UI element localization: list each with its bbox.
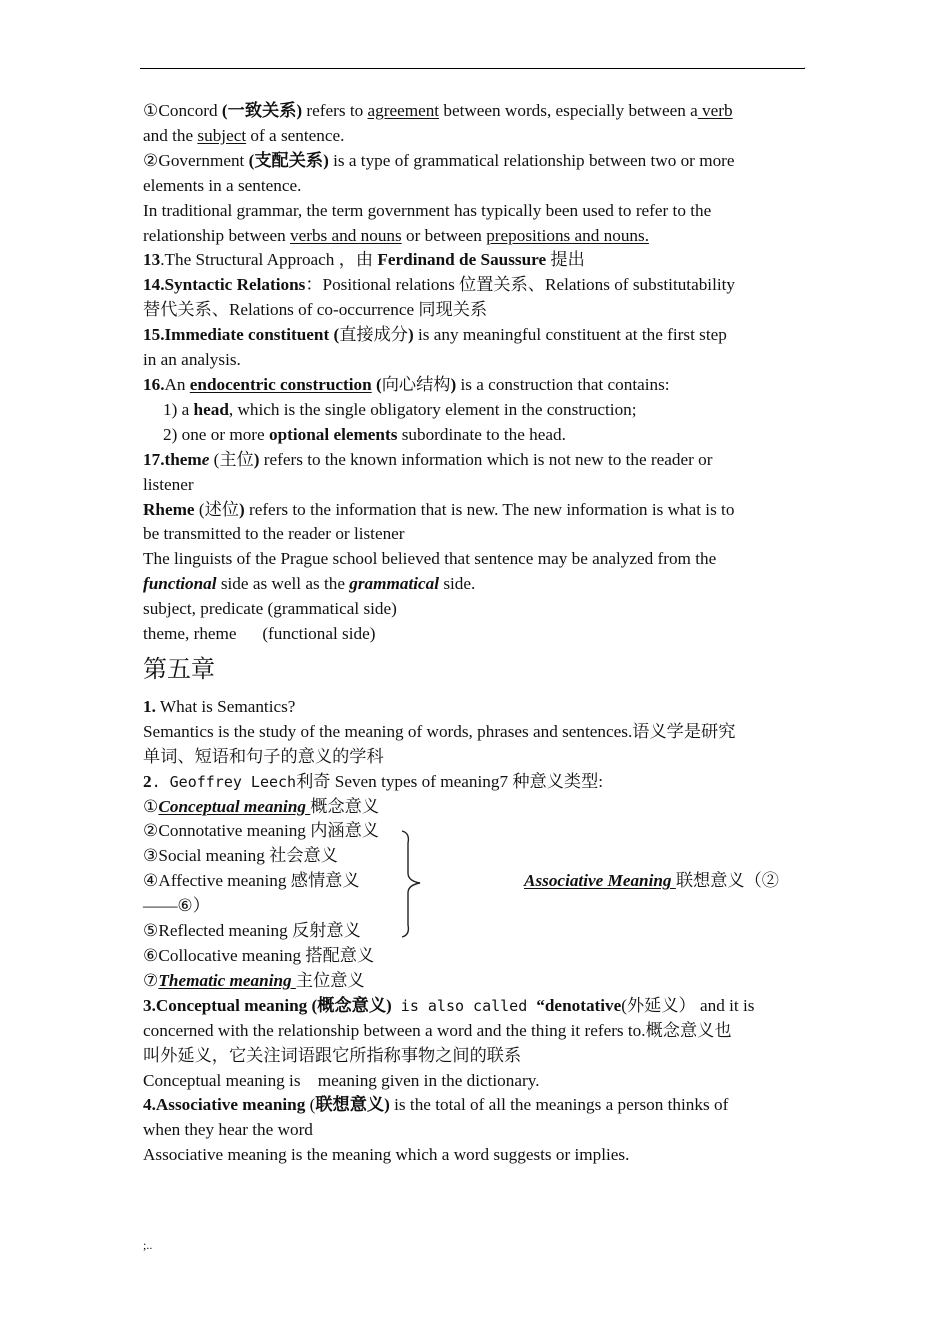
theme-line: 17.theme (主位) refers to the known information which is not new to the reader or <box>143 449 713 469</box>
curly-brace <box>398 829 438 939</box>
prague-line: The linguists of the Prague school believed that sentence may be analyzed from the <box>143 549 717 569</box>
grammatical-side-line: subject, predicate (grammatical side) <box>143 599 397 619</box>
semantics-definition: Semantics is the study of the meaning of words, phrases and sentences.语义学是研究 <box>143 721 736 741</box>
endocentric-item-1: 1) a head, which is the single obligatory element in the construction; <box>163 399 637 419</box>
meaning-type-3: ③Social meaning 社会意义 <box>143 846 338 866</box>
conceptual-meaning-line: 3.Conceptual meaning (概念意义) is also called “denotative(外延义） and it is <box>143 995 755 1015</box>
meaning-type-4-cont: ——⑥） <box>143 896 210 916</box>
chapter-title: 第五章 <box>143 654 215 683</box>
syntactic-relations-line: 14.Syntactic Relations：Positional relations 位置关系、Relations of substitutability <box>143 275 735 295</box>
meaning-type-7: ⑦Thematic meaning 主位意义 <box>143 970 365 990</box>
associative-meaning-line: 4.Associative meaning (联想意义) is the total of all the meanings a person thinks of <box>143 1095 729 1115</box>
leech-line: 2. Geoffrey Leech利奇 Seven types of meaning7 种意义类型: <box>143 771 604 791</box>
syntactic-relations-line-2: 替代关系、Relations of co-occurrence 同现关系 <box>143 300 488 320</box>
traditional-grammar-line-2: relationship between verbs and nouns or between prepositions and nouns. <box>143 225 649 245</box>
header-rule <box>140 68 805 69</box>
semantics-question: 1. What is Semantics? <box>143 696 296 716</box>
associative-meaning-label: Associative Meaning 联想意义（② <box>524 871 779 891</box>
meaning-type-5: ⑤Reflected meaning 反射意义 <box>143 921 361 941</box>
government-line-2: elements in a sentence. <box>143 175 302 195</box>
conceptual-meaning-line-2: concerned with the relationship between a word and the thing it refers to.概念意义也 <box>143 1020 732 1040</box>
meaning-type-2: ②Connotative meaning 内涵意义 <box>143 821 379 841</box>
endocentric-item-2: 2) one or more optional elements subordinate to the head. <box>163 424 566 444</box>
rheme-line: Rheme (述位) refers to the information that is new. The new information is what is to <box>143 499 735 519</box>
footer-mark: ;.. <box>143 1238 153 1252</box>
concord-line: ①Concord (一致关系) refers to agreement between words, especially between a verb <box>143 101 733 120</box>
conceptual-meaning-line-3: 叫外延义，它关注词语跟它所指称事物之间的联系 <box>143 1045 522 1065</box>
header-mark: . <box>803 58 806 72</box>
meaning-type-4: ④Affective meaning 感情意义 Associative Meaning 联想意义（② <box>143 869 813 894</box>
theme-line-2: listener <box>143 474 194 494</box>
immediate-constituent-line-2: in an analysis. <box>143 350 241 370</box>
associative-meaning-line-2: when they hear the word <box>143 1120 313 1140</box>
associative-meaning-line-3: Associative meaning is the meaning which a word suggests or implies. <box>143 1145 630 1165</box>
government-line: ②Government (支配关系) is a type of grammatical relationship between two or more <box>143 150 735 170</box>
prague-line-2: functional side as well as the grammatical side. <box>143 574 476 594</box>
page-content <box>143 99 813 1168</box>
endocentric-line: 16.An endocentric construction (向心结构) is a construction that contains: <box>143 374 670 394</box>
traditional-grammar-line: In traditional grammar, the term government has typically been used to refer to the <box>143 200 712 220</box>
conceptual-meaning-dictionary: Conceptual meaning is meaning given in the dictionary. <box>143 1070 540 1090</box>
meaning-type-6: ⑥Collocative meaning 搭配意义 <box>143 946 375 965</box>
immediate-constituent-line: 15.Immediate constituent (直接成分) is any meaningful constituent at the first step <box>143 325 727 345</box>
functional-side-line: theme, rheme (functional side) <box>143 624 376 644</box>
semantics-definition-2: 单词、短语和句子的意义的学科 <box>143 746 384 766</box>
rheme-line-2: be transmitted to the reader or listener <box>143 524 405 544</box>
meaning-type-1: ①Conceptual meaning 概念意义 <box>143 796 380 816</box>
concord-line-2: and the subject of a sentence. <box>143 125 345 145</box>
structural-approach-line: 13.The Structural Approach ，由 Ferdinand de Saussure 提出 <box>143 250 585 270</box>
